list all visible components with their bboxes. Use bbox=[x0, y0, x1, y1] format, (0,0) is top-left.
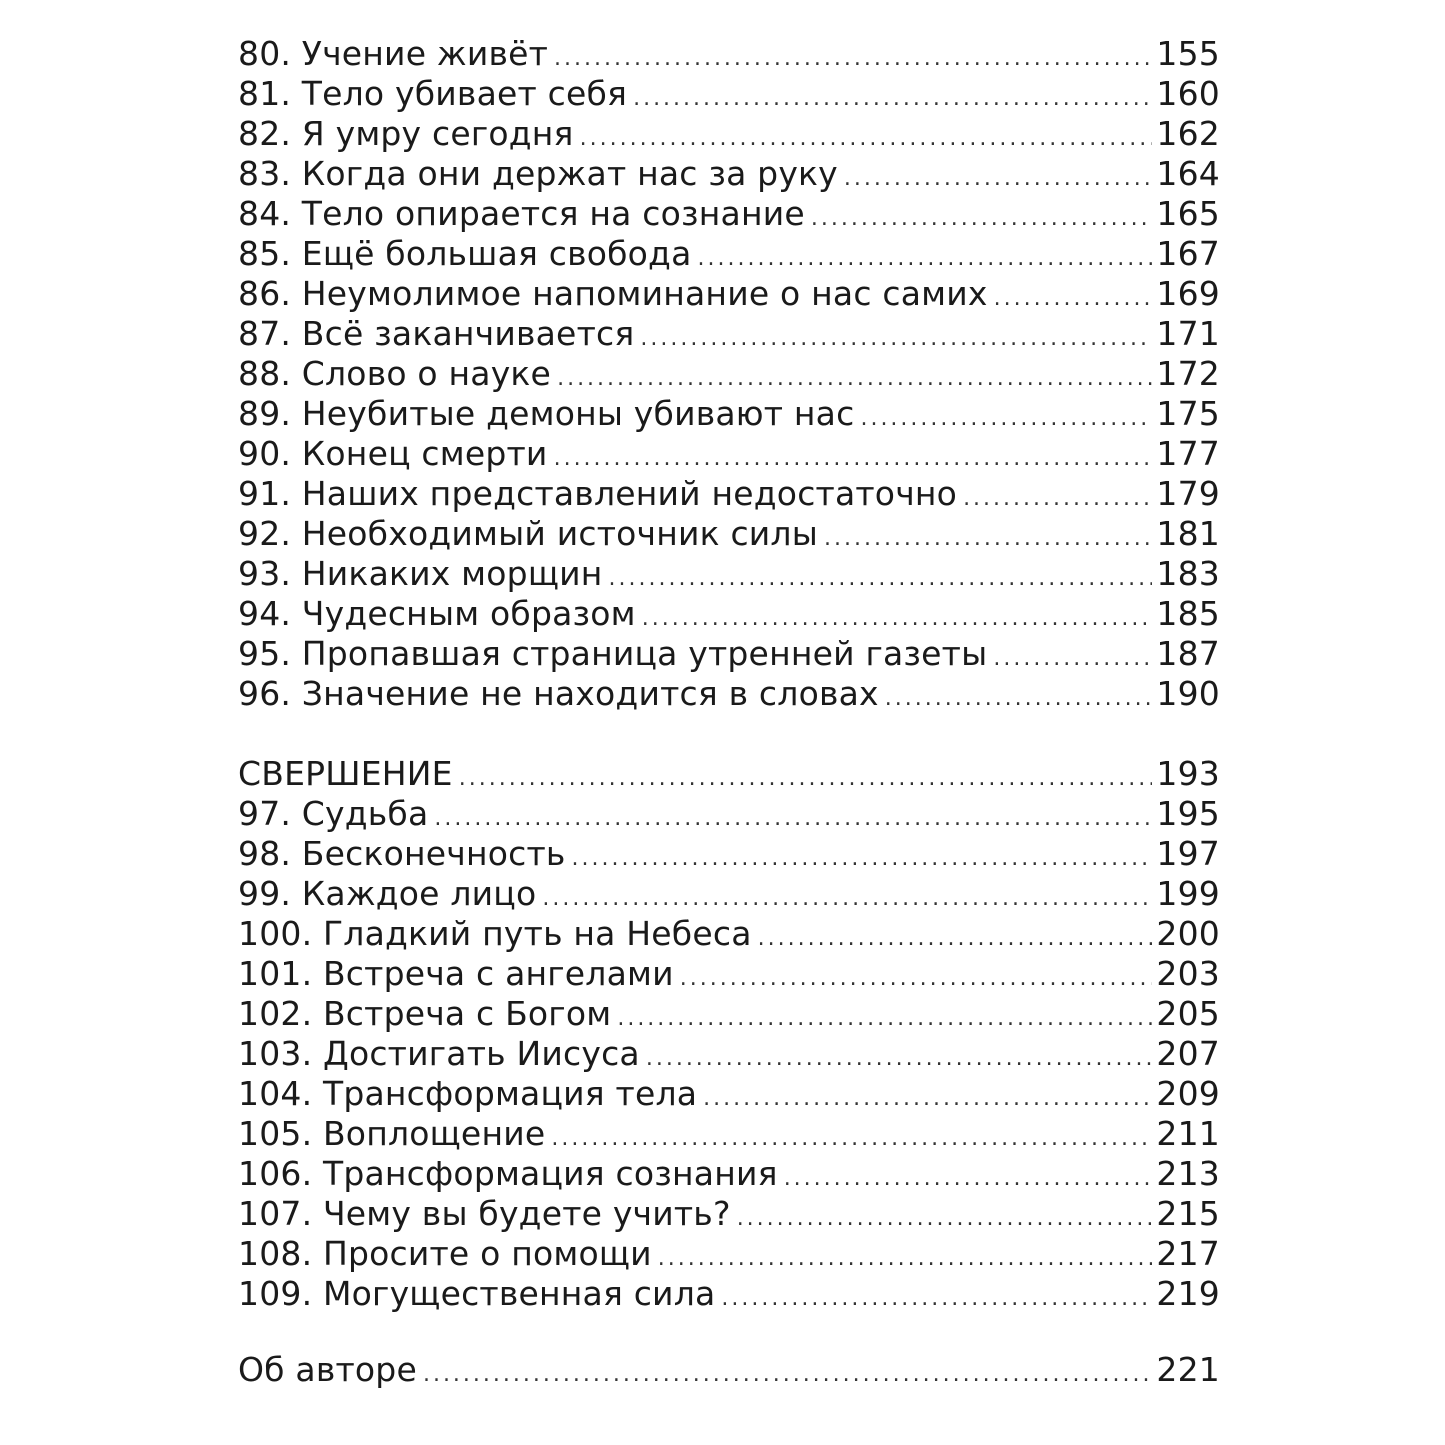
toc-entry-title: 86. Неумолимое напоминание о нас самих bbox=[238, 274, 988, 313]
toc-entry-title: 80. Учение живёт bbox=[238, 34, 549, 73]
toc-part2 bbox=[238, 794, 1220, 1314]
dot-leader bbox=[680, 959, 1153, 999]
toc-entry-page: 200 bbox=[1156, 914, 1220, 953]
dot-leader bbox=[993, 639, 1152, 679]
toc-entry-title: 92. Необходимый источник силы bbox=[238, 514, 818, 553]
dot-leader bbox=[572, 839, 1153, 879]
toc-entry bbox=[238, 1234, 1220, 1274]
toc-entry-page: 217 bbox=[1156, 1234, 1220, 1273]
dot-leader bbox=[703, 1079, 1152, 1119]
toc-entry-page: 205 bbox=[1156, 994, 1220, 1033]
toc-entry-page: 213 bbox=[1156, 1154, 1220, 1193]
section-spacer bbox=[238, 1314, 1220, 1350]
dot-leader bbox=[423, 1355, 1152, 1395]
toc-entry bbox=[238, 1154, 1220, 1194]
toc-entry-page: 171 bbox=[1156, 314, 1220, 353]
toc-entry-page: 187 bbox=[1156, 634, 1220, 673]
dot-leader bbox=[640, 319, 1152, 359]
toc-entry bbox=[238, 74, 1220, 114]
toc-entry-title: 87. Всё заканчивается bbox=[238, 314, 635, 353]
toc-entry-page: 155 bbox=[1156, 34, 1220, 73]
dot-leader bbox=[721, 1279, 1152, 1319]
toc-entry-title: 108. Просите о помощи bbox=[238, 1234, 652, 1273]
toc-entry bbox=[238, 994, 1220, 1034]
toc-entry-title: 91. Наших представлений недостаточно bbox=[238, 474, 958, 513]
toc-entry bbox=[238, 314, 1220, 354]
toc-entry-title: 101. Встреча с ангелами bbox=[238, 954, 674, 993]
dot-leader bbox=[860, 399, 1152, 439]
section-title: СВЕРШЕНИЕ bbox=[238, 754, 453, 793]
toc-entry bbox=[238, 154, 1220, 194]
toc-entry-page: 209 bbox=[1156, 1074, 1220, 1113]
toc-entry-page: 219 bbox=[1156, 1274, 1220, 1313]
dot-leader bbox=[698, 239, 1153, 279]
table-of-contents bbox=[238, 34, 1220, 1390]
dot-leader bbox=[963, 479, 1152, 519]
toc-entry bbox=[238, 234, 1220, 274]
dot-leader bbox=[609, 559, 1153, 599]
dot-leader bbox=[811, 199, 1153, 239]
toc-entry bbox=[238, 394, 1220, 434]
toc-entry-page: 181 bbox=[1156, 514, 1220, 553]
toc-entry-title: 106. Трансформация сознания bbox=[238, 1154, 778, 1193]
toc-section-heading bbox=[238, 754, 1220, 794]
toc-entry bbox=[238, 274, 1220, 314]
dot-leader bbox=[459, 759, 1153, 799]
toc-entry-title: 93. Никаких морщин bbox=[238, 554, 603, 593]
about-title: Об авторе bbox=[238, 1350, 417, 1389]
toc-entry-title: 81. Тело убивает себя bbox=[238, 74, 628, 113]
toc-entry-title: 89. Неубитые демоны убивают нас bbox=[238, 394, 855, 433]
dot-leader bbox=[885, 679, 1153, 719]
dot-leader bbox=[434, 799, 1152, 839]
toc-entry bbox=[238, 1114, 1220, 1154]
about-page: 221 bbox=[1156, 1350, 1220, 1389]
toc-entry bbox=[238, 914, 1220, 954]
toc-entry-page: 169 bbox=[1156, 274, 1220, 313]
dot-leader bbox=[580, 119, 1153, 159]
toc-entry bbox=[238, 834, 1220, 874]
dot-leader bbox=[784, 1159, 1153, 1199]
dot-leader bbox=[642, 599, 1153, 639]
toc-entry-title: 84. Тело опирается на сознание bbox=[238, 194, 805, 233]
toc-about-entry bbox=[238, 1350, 1220, 1390]
toc-entry bbox=[238, 1194, 1220, 1234]
toc-entry-title: 85. Ещё большая свобода bbox=[238, 234, 692, 273]
dot-leader bbox=[554, 39, 1152, 79]
toc-entry bbox=[238, 594, 1220, 634]
toc-entry bbox=[238, 434, 1220, 474]
dot-leader bbox=[758, 919, 1153, 959]
toc-entry bbox=[238, 114, 1220, 154]
toc-entry-title: 98. Бесконечность bbox=[238, 834, 566, 873]
toc-entry-title: 97. Судьба bbox=[238, 794, 429, 833]
toc-entry-title: 102. Встреча с Богом bbox=[238, 994, 612, 1033]
dot-leader bbox=[844, 159, 1152, 199]
toc-entry-title: 82. Я умру сегодня bbox=[238, 114, 574, 153]
dot-leader bbox=[542, 879, 1152, 919]
toc-entry bbox=[238, 554, 1220, 594]
dot-leader bbox=[633, 79, 1152, 119]
toc-part1 bbox=[238, 34, 1220, 714]
toc-entry-title: 83. Когда они держат нас за руку bbox=[238, 154, 838, 193]
toc-entry bbox=[238, 674, 1220, 714]
toc-entry bbox=[238, 794, 1220, 834]
toc-entry-page: 195 bbox=[1156, 794, 1220, 833]
toc-entry bbox=[238, 1074, 1220, 1114]
toc-entry bbox=[238, 194, 1220, 234]
toc-entry bbox=[238, 634, 1220, 674]
toc-entry-page: 167 bbox=[1156, 234, 1220, 273]
toc-entry-page: 165 bbox=[1156, 194, 1220, 233]
dot-leader bbox=[551, 1119, 1152, 1159]
toc-entry-title: 90. Конец смерти bbox=[238, 434, 548, 473]
toc-entry bbox=[238, 34, 1220, 74]
section-spacer bbox=[238, 714, 1220, 754]
toc-entry-page: 203 bbox=[1156, 954, 1220, 993]
toc-entry-title: 95. Пропавшая страница утренней газеты bbox=[238, 634, 988, 673]
toc-entry bbox=[238, 474, 1220, 514]
dot-leader bbox=[658, 1239, 1153, 1279]
toc-entry-page: 199 bbox=[1156, 874, 1220, 913]
toc-entry-title: 88. Слово о науке bbox=[238, 354, 552, 393]
dot-leader bbox=[994, 279, 1153, 319]
toc-entry-page: 164 bbox=[1156, 154, 1220, 193]
toc-entry-page: 160 bbox=[1156, 74, 1220, 113]
toc-entry-title: 100. Гладкий путь на Небеса bbox=[238, 914, 752, 953]
toc-entry-title: 103. Достигать Иисуса bbox=[238, 1034, 640, 1073]
section-page: 193 bbox=[1156, 754, 1220, 793]
toc-entry-page: 179 bbox=[1156, 474, 1220, 513]
toc-entry-title: 99. Каждое лицо bbox=[238, 874, 537, 913]
toc-entry-page: 197 bbox=[1156, 834, 1220, 873]
toc-entry-title: 107. Чему вы будете учить? bbox=[238, 1194, 731, 1233]
toc-entry-page: 190 bbox=[1156, 674, 1220, 713]
toc-entry-page: 175 bbox=[1156, 394, 1220, 433]
toc-entry-title: 104. Трансформация тела bbox=[238, 1074, 698, 1113]
toc-entry-page: 215 bbox=[1156, 1194, 1220, 1233]
toc-entry-title: 94. Чудесным образом bbox=[238, 594, 636, 633]
toc-entry-page: 211 bbox=[1156, 1114, 1220, 1153]
toc-entry bbox=[238, 954, 1220, 994]
toc-entry bbox=[238, 874, 1220, 914]
toc-entry-title: 96. Значение не находится в словах bbox=[238, 674, 879, 713]
toc-entry-page: 183 bbox=[1156, 554, 1220, 593]
dot-leader bbox=[737, 1199, 1153, 1239]
toc-entry-page: 172 bbox=[1156, 354, 1220, 393]
dot-leader bbox=[557, 359, 1152, 399]
toc-entry bbox=[238, 354, 1220, 394]
toc-entry-page: 185 bbox=[1156, 594, 1220, 633]
toc-entry bbox=[238, 514, 1220, 554]
dot-leader bbox=[617, 999, 1152, 1039]
toc-entry-page: 207 bbox=[1156, 1034, 1220, 1073]
toc-entry-title: 109. Могущественная сила bbox=[238, 1274, 716, 1313]
dot-leader bbox=[646, 1039, 1153, 1079]
dot-leader bbox=[554, 439, 1153, 479]
toc-entry bbox=[238, 1034, 1220, 1074]
toc-entry bbox=[238, 1274, 1220, 1314]
toc-entry-page: 162 bbox=[1156, 114, 1220, 153]
dot-leader bbox=[824, 519, 1152, 559]
toc-entry-title: 105. Воплощение bbox=[238, 1114, 546, 1153]
toc-entry-page: 177 bbox=[1156, 434, 1220, 473]
